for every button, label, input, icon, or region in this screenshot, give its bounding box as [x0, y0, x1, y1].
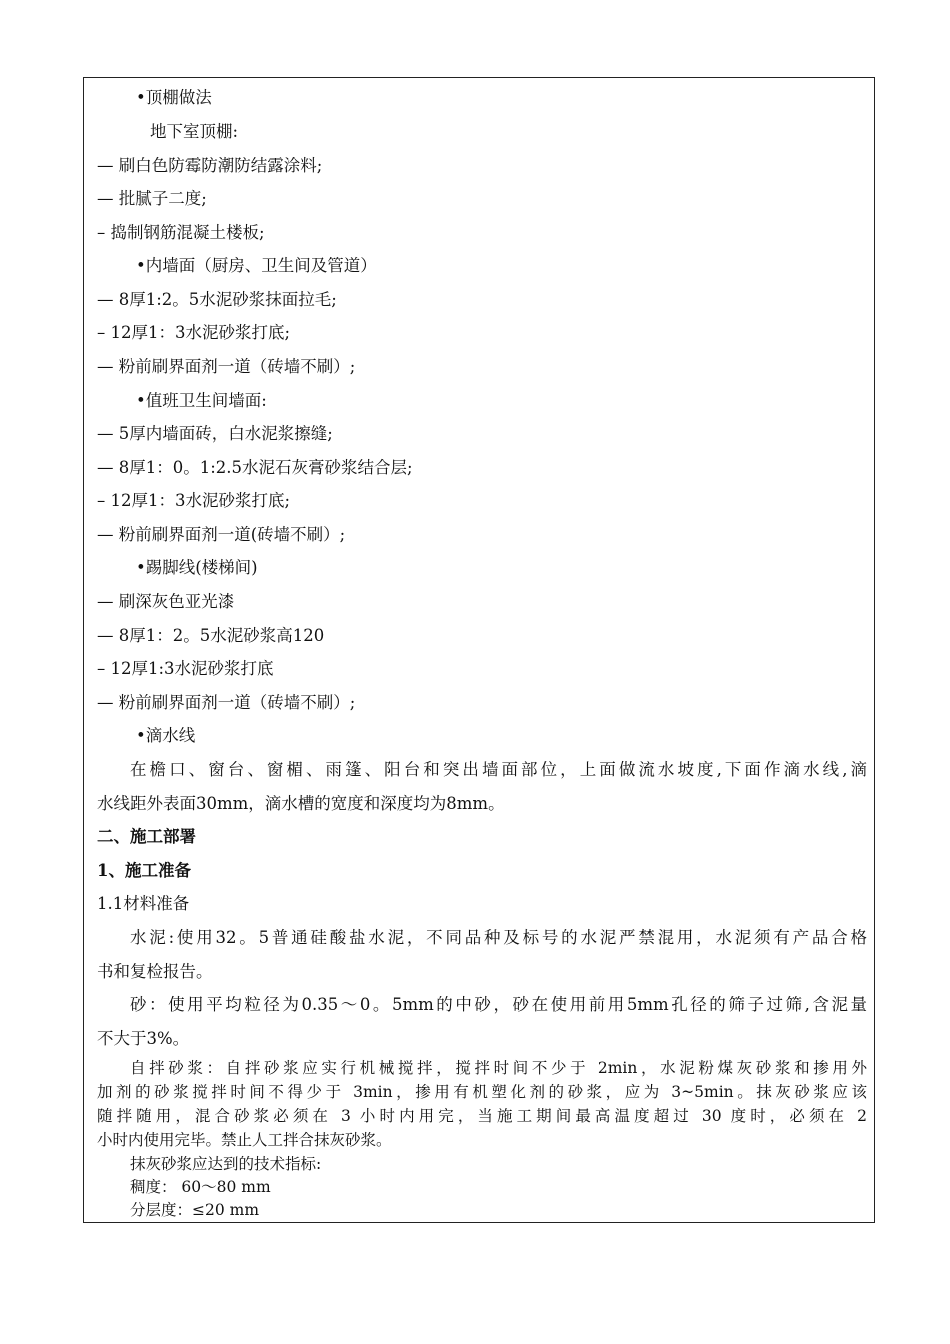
paragraph-line: 加剂的砂浆搅拌时间不得少于 3min，掺用有机塑化剂的砂浆，应为 3~5min。抹灰砂浆应该	[97, 1083, 867, 1101]
paragraph-line: 水线距外表面30mm，滴水槽的宽度和深度均为8mm。	[97, 794, 505, 813]
section-bullet-drip-line: •滴水线	[136, 726, 196, 745]
paragraph-line: 抹灰砂浆应达到的技术指标:	[130, 1155, 322, 1173]
text-line: — 5厚内墙面砖，白水泥浆擦缝;	[97, 424, 333, 443]
paragraph-line: 随拌随用，混合砂浆必须在 3 小时内用完，当施工期间最高温度超过 30 度时，必须在 2	[97, 1107, 867, 1125]
text-line: – 12厚1：3水泥砂浆打底;	[97, 491, 291, 510]
spec-consistency: 稠度： 60～80 mm	[130, 1178, 271, 1196]
text-line: – 捣制钢筋混凝土楼板;	[97, 223, 265, 242]
text-line: — 粉前刷界面剂一道（砖墙不刷）;	[97, 693, 356, 712]
paragraph-line: 水泥:使用32。5普通硅酸盐水泥，不同品种及标号的水泥严禁混用，水泥须有产品合格	[130, 928, 867, 947]
text-line: — 批腻子二度;	[97, 189, 207, 208]
subheading-material-preparation: 1.1材料准备	[97, 894, 190, 913]
paragraph-line: 自拌砂浆：自拌砂浆应实行机械搅拌，搅拌时间不少于 2min，水泥粉煤灰砂浆和掺用外	[130, 1059, 867, 1077]
section-bullet-interior-wall: •内墙面（厨房、卫生间及管道）	[136, 256, 377, 275]
text-line: — 8厚1:2。5水泥砂浆抹面拉毛;	[97, 290, 337, 309]
section-bullet-ceiling: •顶棚做法	[136, 88, 212, 107]
text-line: — 刷深灰色亚光漆	[97, 592, 235, 611]
text-line: – 12厚1:3水泥砂浆打底	[97, 659, 274, 678]
text-line: — 粉前刷界面剂一道（砖墙不刷）;	[97, 357, 356, 376]
document-frame	[83, 77, 875, 1223]
text-line: — 粉前刷界面剂一道(砖墙不刷）;	[97, 525, 346, 544]
text-line: — 8厚1：2。5水泥砂浆高120	[97, 626, 325, 645]
paragraph-line: 不大于3%。	[97, 1029, 190, 1048]
paragraph-line: 在檐口、窗台、窗楣、雨篷、阳台和突出墙面部位，上面做流水坡度,下面作滴水线,滴	[130, 760, 867, 779]
section-bullet-duty-toilet: •值班卫生间墙面:	[136, 391, 267, 410]
text-line: – 12厚1：3水泥砂浆打底;	[97, 323, 291, 342]
section-bullet-skirting: •踢脚线(楼梯间)	[136, 558, 258, 577]
heading-construction-preparation: 1、施工准备	[97, 861, 191, 880]
spec-layering: 分层度：≤20 mm	[130, 1201, 260, 1219]
paragraph-line: 书和复检报告。	[97, 962, 213, 981]
paragraph-line: 小时内使用完毕。禁止人工拌合抹灰砂浆。	[97, 1131, 392, 1149]
text-line: — 8厚1：0。1:2.5水泥石灰膏砂浆结合层;	[97, 458, 413, 477]
text-line: 地下室顶棚:	[150, 122, 239, 141]
paragraph-line: 砂：使用平均粒径为0.35～0。5mm的中砂，砂在使用前用5mm孔径的筛子过筛,含泥量	[130, 995, 867, 1014]
text-line: — 刷白色防霉防潮防结露涂料;	[97, 156, 323, 175]
heading-construction-deployment: 二、施工部署	[97, 827, 196, 846]
